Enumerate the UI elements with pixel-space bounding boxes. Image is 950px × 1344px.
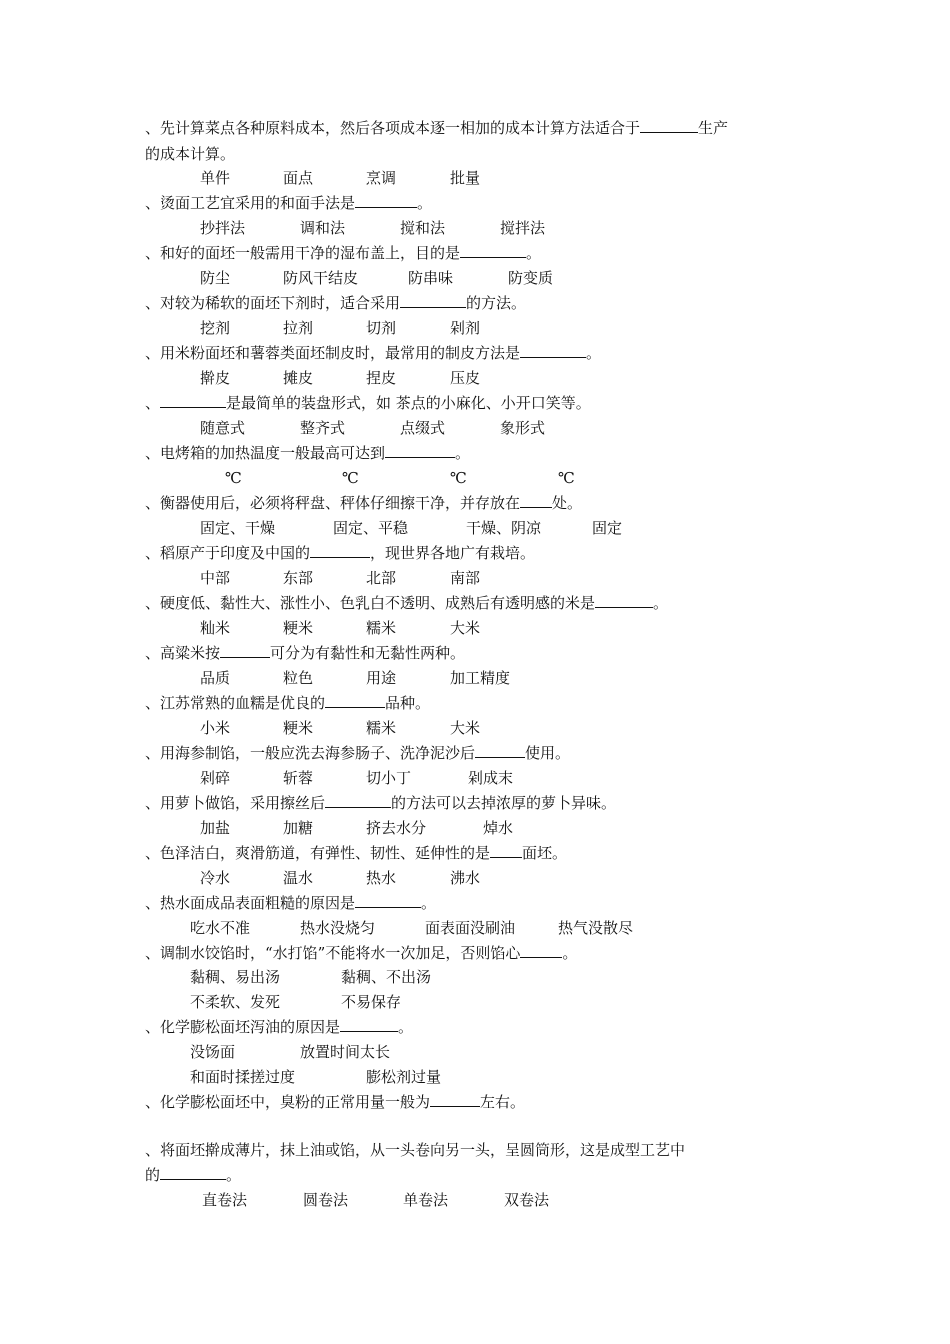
option-b: 放置时间太长 [300,1043,391,1061]
question-text-tail: 。 [398,1018,414,1036]
question-text-cont: 的 [145,1166,161,1184]
question-2 [145,193,432,213]
question-text: 、调制水饺馅时，“水打馅”不能将水一次加足，否则馅心 [145,944,521,962]
question-6 [145,393,591,413]
question-text-tail: 的方法。 [466,294,527,312]
option-b: 固定、平稳 [333,519,409,537]
option-c: 北部 [366,569,397,587]
option-d: 剁剂 [450,319,481,337]
option-a: 擀皮 [200,369,231,387]
answer-blank [325,693,385,708]
question-text: 、用米粉面坯和薯蓉类面坯制皮时，最常用的制皮方法是 [145,344,521,362]
question-16 [145,893,436,913]
option-a: 抄拌法 [200,219,246,237]
question-5 [145,343,601,363]
option-b: 拉剂 [283,319,314,337]
option-b: 整齐式 [300,419,346,437]
question-3 [145,243,541,263]
option-a: 小米 [200,719,231,737]
question-text: 、先计算菜点各种原料成本，然后各项成本逐一相加的成本计算方法适合于 [145,119,641,137]
option-b: 防风干结皮 [283,269,359,287]
option-c: 捏皮 [366,369,397,387]
option-d: 大米 [450,719,481,737]
answer-blank [355,193,417,208]
question-text: 、和好的面坯一般需用干净的湿布盖上，目的是 [145,244,461,262]
question-text: 、 [145,394,161,412]
question-text-tail: 使用。 [525,744,571,762]
option-a: 中部 [200,569,231,587]
option-a: 直卷法 [202,1191,248,1209]
answer-blank [220,643,270,658]
question-14 [145,793,616,813]
option-b: 温水 [283,869,314,887]
question-text-tail: 。 [562,944,578,962]
answer-blank [310,543,370,558]
question-10 [145,593,668,613]
question-text: 、用海参制馅，一般应洗去海参肠子、洗净泥沙后 [145,744,476,762]
question-13 [145,743,570,763]
option-b: 面点 [283,169,314,187]
option-a: 品质 [200,669,231,687]
option-d: 批量 [450,169,481,187]
answer-blank [640,118,698,133]
option-a: 冷水 [200,869,231,887]
question-text: 、对较为稀软的面坯下剂时，适合采用 [145,294,401,312]
option-c: 和面时揉搓过度 [190,1068,296,1086]
option-b: 粳米 [283,619,314,637]
option-d: 沸水 [450,869,481,887]
answer-blank [490,843,522,858]
answer-blank [520,493,552,508]
question-text: 、衡器使用后，必须将秤盘、秤体仔细擦干净，并存放在 [145,494,521,512]
question-text-tail: 。 [226,1166,242,1184]
question-text: 、色泽洁白，爽滑筋道，有弹性、韧性、延伸性的是 [145,844,491,862]
answer-blank [400,293,466,308]
option-c: 挤去水分 [366,819,427,837]
question-15 [145,843,567,863]
option-d: 不易保存 [341,993,402,1011]
question-text-tail: 生产 [698,119,729,137]
answer-blank [355,893,421,908]
option-d: 加工精度 [450,669,511,687]
question-text: 、稻原产于印度及中国的 [145,544,311,562]
question-text-tail: 。 [417,194,433,212]
option-d: 防变质 [508,269,554,287]
option-d: 双卷法 [504,1191,550,1209]
question-text: 、将面坯擀成薄片，抹上油或馅，从一头卷向另一头，呈圆筒形，这是成型工艺中 [145,1141,686,1159]
option-a: 吃水不准 [190,919,251,937]
question-18 [145,1017,413,1037]
option-d: 压皮 [450,369,481,387]
question-text: 、用萝卜做馅，采用擦丝后 [145,794,326,812]
question-20-continued [145,1165,241,1185]
question-text-tail: ，现世界各地广有栽培。 [370,544,536,562]
option-d: 剁成末 [468,769,514,787]
option-b: 粒色 [283,669,314,687]
option-b: 调和法 [300,219,346,237]
question-text-tail: 是最简单的装盘形式，如 茶点的小麻化、小开口笑等。 [226,394,591,412]
option-c: 不柔软、发死 [190,993,281,1011]
question-text: 、化学膨松面坯泻油的原因是 [145,1018,341,1036]
question-4 [145,293,526,313]
question-17 [145,943,577,963]
answer-blank [475,743,525,758]
option-d: ℃ [558,469,575,487]
question-text-tail: 。 [421,894,437,912]
answer-blank [160,393,226,408]
answer-blank [160,1165,226,1180]
question-7 [145,443,470,463]
answer-blank [325,793,391,808]
question-text-tail: 面坯。 [522,844,568,862]
option-b: 黏稠、不出汤 [341,968,432,986]
option-a: 没饧面 [190,1043,236,1061]
option-c: 面表面没刷油 [425,919,516,937]
question-text-tail: 。 [455,444,471,462]
question-8 [145,493,582,513]
option-c: 点缀式 [400,419,446,437]
option-b: 斩蓉 [283,769,314,787]
answer-blank [520,343,586,358]
option-b: 热水没烧匀 [300,919,376,937]
option-d: 搅拌法 [500,219,546,237]
question-text-tail: 可分为有黏性和无黏性两种。 [270,644,466,662]
question-text-tail: 处。 [552,494,583,512]
option-c: 搅和法 [400,219,446,237]
answer-blank [460,243,526,258]
option-b: 加糖 [283,819,314,837]
option-c: 热水 [366,869,397,887]
answer-blank [340,1017,398,1032]
answer-blank [430,1092,480,1107]
question-text-tail: 。 [653,594,669,612]
option-c: 糯米 [366,619,397,637]
question-12 [145,693,430,713]
question-text: 、江苏常熟的血糯是优良的 [145,694,326,712]
option-a: 单件 [200,169,231,187]
question-text-tail: 品种。 [385,694,431,712]
option-c: ℃ [450,469,467,487]
question-11 [145,643,465,663]
answer-blank [595,593,653,608]
option-d: 固定 [592,519,623,537]
option-c: 防串味 [408,269,454,287]
question-9 [145,543,535,563]
answer-blank [520,943,562,958]
option-a: 黏稠、易出汤 [190,968,281,986]
option-d: 热气没散尽 [558,919,634,937]
option-d: 象形式 [500,419,546,437]
question-1-continued [145,144,235,164]
option-b: 摊皮 [283,369,314,387]
question-20 [145,1140,685,1160]
option-d: 南部 [450,569,481,587]
option-b: 粳米 [283,719,314,737]
question-text-tail: 左右。 [480,1093,526,1111]
question-text-tail: 。 [586,344,602,362]
question-1 [145,118,728,138]
question-text-tail: 的方法可以去掉浓厚的萝卜异味。 [391,794,617,812]
option-a: ℃ [225,469,242,487]
option-b: 圆卷法 [303,1191,349,1209]
question-text: 、热水面成品表面粗糙的原因是 [145,894,356,912]
option-a: 挖剂 [200,319,231,337]
question-text-cont: 的成本计算。 [145,145,236,163]
option-c: 烹调 [366,169,397,187]
question-text-tail: 。 [526,244,542,262]
option-a: 籼米 [200,619,231,637]
option-c: 用途 [366,669,397,687]
question-text: 、烫面工艺宜采用的和面手法是 [145,194,356,212]
option-a: 随意式 [200,419,246,437]
option-d: 膨松剂过量 [366,1068,442,1086]
option-a: 固定、干燥 [200,519,276,537]
answer-blank [385,443,455,458]
option-c: 切剂 [366,319,397,337]
question-text: 、化学膨松面坯中，臭粉的正常用量一般为 [145,1093,431,1111]
option-c: 切小丁 [366,769,412,787]
option-c: 糯米 [366,719,397,737]
option-c: 单卷法 [403,1191,449,1209]
option-a: 加盐 [200,819,231,837]
question-19 [145,1092,525,1112]
option-a: 防尘 [200,269,231,287]
question-text: 、硬度低、黏性大、涨性小、色乳白不透明、成熟后有透明感的米是 [145,594,596,612]
option-a: 剁碎 [200,769,231,787]
option-d: 大米 [450,619,481,637]
option-d: 焯水 [483,819,514,837]
question-text: 、电烤箱的加热温度一般最高可达到 [145,444,386,462]
option-b: 东部 [283,569,314,587]
option-b: ℃ [342,469,359,487]
question-text: 、高粱米按 [145,644,221,662]
option-c: 干燥、阴凉 [466,519,542,537]
